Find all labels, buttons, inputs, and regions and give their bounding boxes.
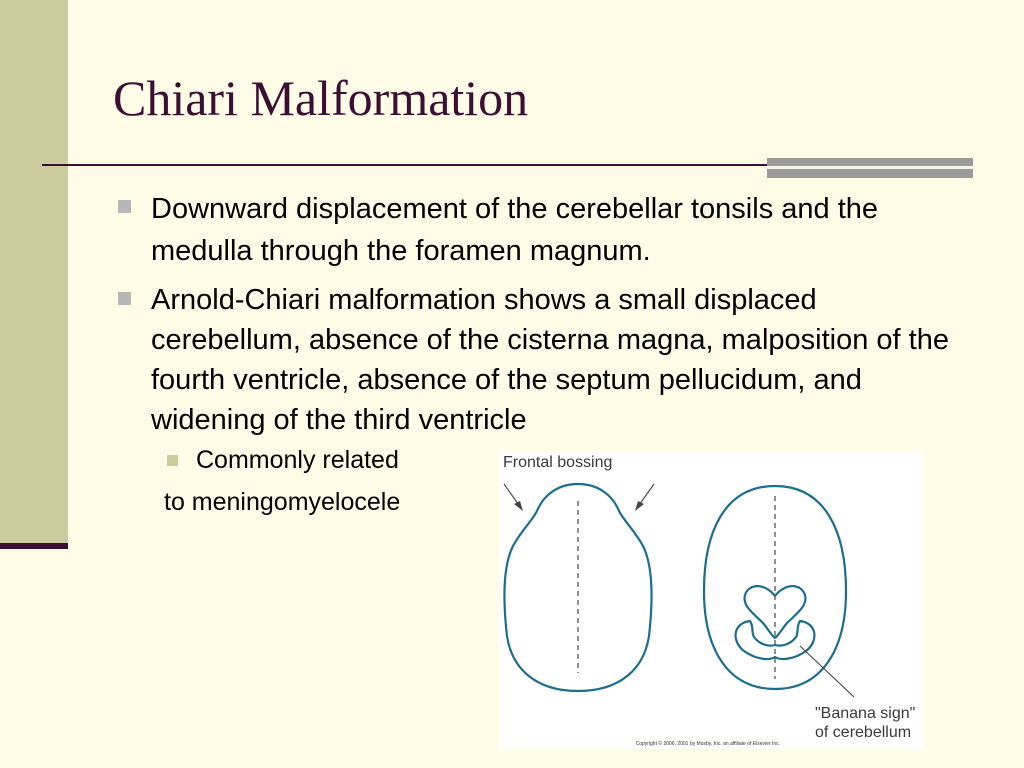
banana-sign-label-line2: of cerebellum [815,724,912,741]
square-bullet-icon [167,455,178,466]
figure-copyright: Copyright © 2006, 2001 by Mosby, Inc. an affiliate of Elsevier Inc. [635,741,780,747]
title-underline-accent [767,158,973,178]
bullet-item [113,188,963,272]
square-bullet-icon [118,200,131,213]
arrow-left-head [514,501,523,511]
left-accent-bar [0,0,68,547]
bullet-text: Arnold-Chiari malformation shows a small displaced cerebellum, absence of the cisterna magna, malposition of the fourth ventricle, absence of the septum pellucidum, and widening of the third ventricle [151,284,949,436]
left-accent-rule [0,543,68,549]
bullet-text: Downward displacement of the cerebellar tonsils and the medulla through the foramen magnum. [151,193,879,267]
slide-title: Chiari Malformation [113,70,529,126]
skull-diagram-figure [499,451,923,749]
banana-sign-label-line1: "Banana sign" [815,705,916,722]
arrow-right-head [635,501,644,511]
ventricle-shape [745,586,806,638]
bullet-item [113,280,963,440]
banana-pointer-line [800,646,854,697]
sub-bullet-continuation: to meningomyelocele [164,488,401,516]
frontal-bossing-label: Frontal bossing [503,454,613,471]
square-bullet-icon [118,292,131,305]
lemon-skull-outline [505,484,652,691]
sub-bullet-text: Commonly related [196,446,399,474]
